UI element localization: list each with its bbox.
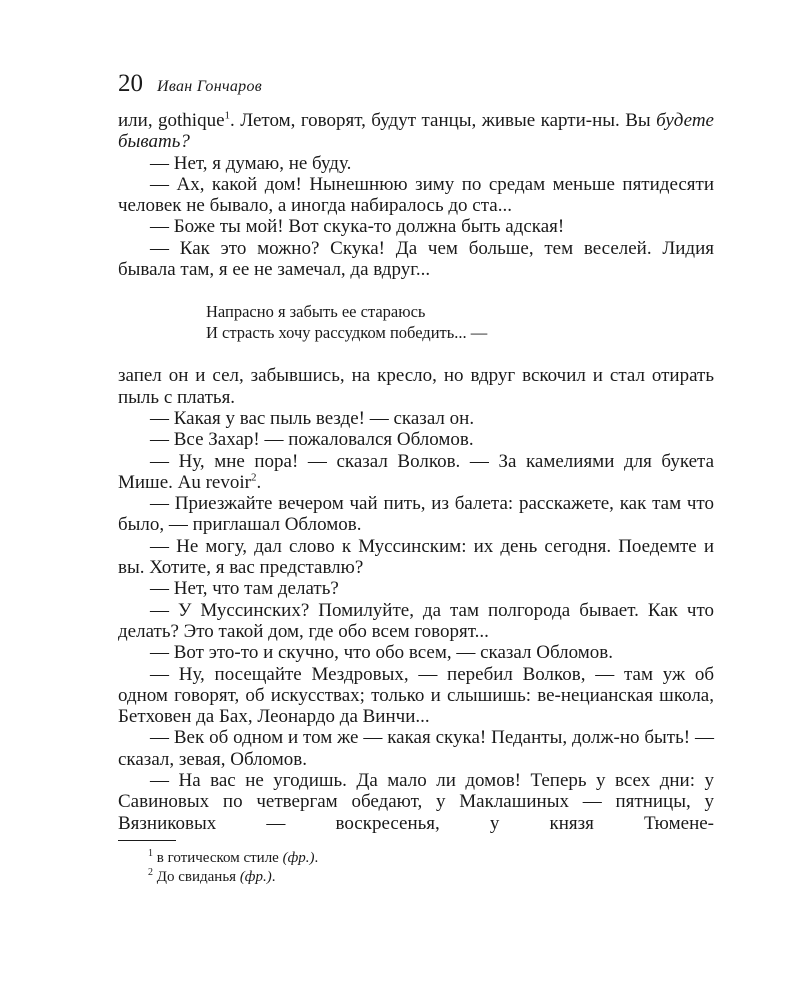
running-title: Иван Гончаров <box>157 78 263 95</box>
book-page <box>118 70 714 887</box>
footnote-ref-2: 2 <box>250 471 257 484</box>
paragraph: — Ах, какой дом! Нынешнюю зиму по средам меньше пятидесяти человек не бывало, а иногда набиралось до ста... <box>118 173 714 217</box>
paragraph: — Ну, посещайте Мездровых, — перебил Волков, — там уж об одном говорят, об искусствах; только и слышишь: ве-нецианская школа, Бетховен да Бах, Леонардо да Винчи... <box>118 663 714 728</box>
footnote-2: $^2$ До свиданья (фр.). <box>148 866 276 885</box>
page-number: 20 <box>118 70 143 97</box>
paragraph: — Какая у вас пыль везде! — сказал он. <box>150 407 475 429</box>
paragraph: — Не могу, дал слово к Муссинским: их день сегодня. Поедемте и вы. Хотите, я вас представлю? <box>118 535 714 579</box>
body-text <box>118 110 714 834</box>
paragraph: — Ну, мне пора! — сказал Волков. — За камелиями для букета Мише. Au revoir$^2$. <box>118 450 714 493</box>
paragraph: — Приезжайте вечером чай пить, из балета: расскажете, как там что было, — приглашал Обломов. <box>118 493 714 536</box>
paragraph: — На вас не угодишь. Да мало ли домов! Теперь у всех дни: у Савиновых по четвергам обедают, у Маклашиных — пятницы, у Вязниковых — воскресенья, у князя Тюмене- <box>118 770 714 834</box>
paragraph: — Нет, я думаю, не буду. <box>150 152 352 174</box>
footnotes <box>118 849 714 887</box>
footnote-1: $^1$ в готическом стиле (фр.). <box>148 847 319 866</box>
paragraph: — Как это можно? Скука! Да чем больше, тем веселей. Лидия бывала там, я ее не замечал, да вдруг... <box>118 237 714 281</box>
paragraph: — Нет, что там делать? <box>150 578 339 600</box>
paragraph: — У Муссинских? Помилуйте, да там полгорода бывает. Как что делать? Это такой дом, где обо всем говорят... <box>118 599 714 642</box>
paragraph: — Вот это-то и скучно, что обо всем, — сказал Обломов. <box>150 642 614 664</box>
paragraph: — Век об одном и том же — какая скука! Педанты, долж-но быть! — сказал, зевая, Обломов. <box>118 727 714 770</box>
footnote-ref-1: 1 <box>224 109 231 122</box>
verse-line: Напрасно я забыть ее стараюсь <box>206 302 426 322</box>
paragraph: запел он и сел, забывшись, на кресло, но вдруг вскочил и стал отирать пыль с платья. <box>118 365 714 408</box>
paragraph: — Боже ты мой! Вот скука-то должна быть адская! <box>150 216 565 238</box>
page-header <box>118 70 714 110</box>
paragraph: — Все Захар! — пожаловался Обломов. <box>150 429 474 451</box>
verse-line: И страсть хочу рассудком победить... — <box>206 323 488 343</box>
paragraph: или, gothique$^1$. Летом, говорят, будут танцы, живые карти-ны. Вы будете бывать? <box>118 109 714 153</box>
footnote-divider <box>118 840 176 841</box>
verse-quote <box>206 301 714 343</box>
